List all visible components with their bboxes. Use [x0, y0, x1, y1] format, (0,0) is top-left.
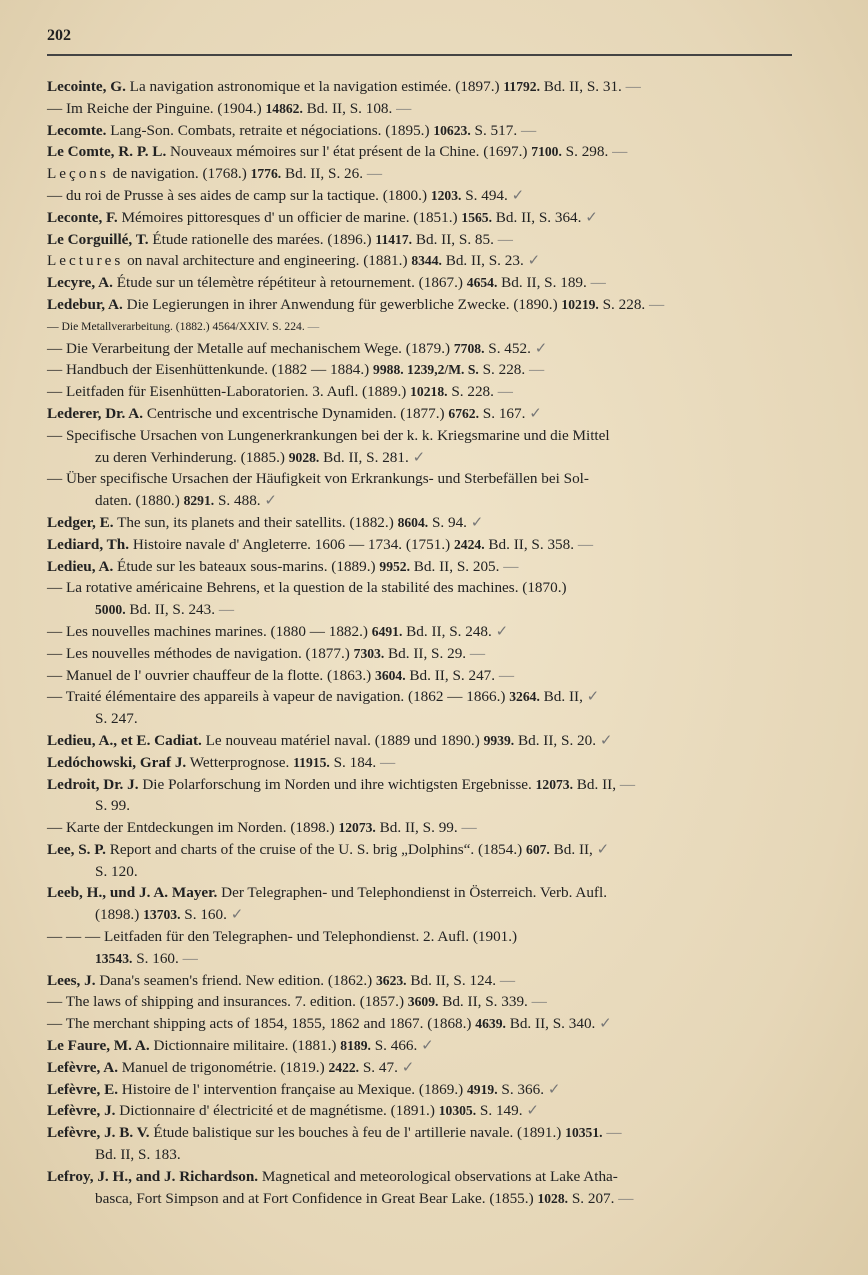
- entry-dash: —: [47, 426, 63, 444]
- entry-dash: —: [47, 339, 63, 357]
- entry-author: Le Faure, M. A.: [47, 1037, 150, 1055]
- entry-title: Histoire de l' intervention française au Mexique. (1869.): [121, 1080, 464, 1098]
- entry-mark: ✓: [495, 622, 509, 640]
- entry-mark: —: [649, 295, 665, 313]
- entry-title: Leitfaden für Eisenhütten-Laboratorien. 3. Aufl. (1889.): [65, 383, 407, 401]
- entry-author: Lediard, Th.: [47, 535, 130, 553]
- entry-mark: —: [529, 361, 545, 379]
- catalog-entry: [47, 1057, 792, 1079]
- entry-title: Manuel de l' ouvrier chauffeur de la flotte. (1863.): [65, 666, 372, 684]
- entry-mark: ✓: [511, 186, 525, 204]
- entry-reference: S. 160.: [136, 949, 179, 967]
- entry-reference: S. 207.: [571, 1189, 615, 1207]
- entry-title: Dictionnaire d' électricité et de magnétisme. (1891.): [119, 1102, 435, 1120]
- entry-number: 8344.: [411, 253, 442, 269]
- entry-dash: — — —: [47, 928, 101, 946]
- entry-title: Die Legierungen in ihrer Anwendung für gewerbliche Zwecke. (1890.): [126, 295, 558, 313]
- entry-number: 9939.: [483, 732, 515, 748]
- entry-author: Lefèvre, E.: [47, 1080, 118, 1098]
- entry-title: Der Telegraphen- und Telephondienst in Österreich. Verb. Aufl.: [221, 884, 607, 902]
- entry-reference: S. 366.: [501, 1080, 545, 1098]
- entry-author: Leconte, F.: [47, 208, 118, 226]
- entry-mark: ✓: [526, 1102, 540, 1120]
- entry-dash: —: [47, 383, 63, 401]
- entry-keyword: Leçons: [47, 165, 109, 183]
- entry-mark: ✓: [599, 731, 613, 749]
- entry-number: 12073.: [338, 820, 376, 836]
- entry-reference: S. 228.: [602, 295, 646, 313]
- entry-title: Die Verarbeitung der Metalle auf mechanischem Wege. (1879.): [65, 339, 451, 357]
- entry-title: Le nouveau matériel naval. (1889 und 1890.): [205, 731, 480, 749]
- entry-mark: ✓: [586, 688, 600, 706]
- entry-number: 1028.: [537, 1190, 569, 1206]
- header-rule: [47, 54, 792, 56]
- catalog-entry: [47, 468, 792, 490]
- entry-reference: S. 228.: [482, 361, 526, 379]
- entry-title: Lang-Son. Combats, retraite et négociations. (1895.): [110, 121, 430, 139]
- entry-author: Lee, S. P.: [47, 840, 106, 858]
- entry-title: La rotative américaine Behrens, et la question de la stabilité des machines. (1870.): [65, 579, 567, 597]
- entry-title: zu deren Verhinderung. (1885.): [95, 448, 285, 466]
- entry-number: 1776.: [250, 166, 282, 182]
- entry-number: 1565.: [461, 209, 492, 225]
- entry-title: Manuel de trigonométrie. (1819.): [121, 1058, 325, 1076]
- catalog-entry: [47, 98, 792, 120]
- entry-reference: Bd. II, S. 183.: [95, 1146, 181, 1164]
- entry-mark: —: [469, 644, 486, 662]
- catalog-entry: [47, 403, 792, 425]
- entry-title: The merchant shipping acts of 1854, 1855, 1862 and 1867. (1868.): [65, 1015, 472, 1033]
- entry-number: 3604.: [375, 667, 406, 683]
- entry-title: Mémoires pittoresques d' un officier de marine. (1851.): [121, 208, 458, 226]
- entry-number: 11792.: [503, 79, 540, 94]
- entry-title: Die Polarforschung im Norden und ihre wichtigsten Ergebnisse.: [142, 775, 532, 793]
- entry-title: daten. (1880.): [95, 492, 180, 510]
- catalog-entries: [47, 76, 792, 1209]
- entry-continuation: [47, 861, 792, 883]
- catalog-entry: [47, 621, 792, 643]
- entry-title: Die Metallverarbeitung. (1882.) 4564/XXIV. S. 224.: [61, 319, 305, 333]
- entry-number: 14862.: [265, 100, 303, 116]
- entry-mark: ✓: [230, 906, 244, 924]
- entry-author: Lefèvre, J. B. V.: [47, 1124, 150, 1142]
- entry-mark: ✓: [527, 252, 541, 270]
- entry-dash: —: [47, 993, 63, 1011]
- entry-title: Im Reiche der Pinguine. (1904.): [65, 99, 262, 117]
- entry-dash: —: [47, 361, 63, 379]
- entry-title: Dana's seamen's friend. New edition. (1862.): [99, 971, 373, 989]
- entry-dash: —: [47, 579, 63, 597]
- entry-reference: Bd. II, S. 124.: [410, 971, 497, 989]
- entry-title: Les nouvelles machines marines. (1880 — 1882.): [65, 622, 368, 640]
- catalog-entry: [47, 686, 792, 708]
- entry-number: 4639.: [475, 1016, 506, 1032]
- catalog-entry: [47, 141, 792, 163]
- entry-title: Wetterprognose.: [189, 753, 290, 771]
- entry-title: Report and charts of the cruise of the U. S. brig „Dolphins“. (1854.): [109, 840, 523, 858]
- entry-reference: Bd. II, S. 339.: [442, 993, 528, 1011]
- entry-number: 5000.: [95, 602, 126, 618]
- entry-number: 607.: [526, 841, 550, 857]
- entry-mark: —: [520, 121, 537, 139]
- entry-mark: ✓: [547, 1080, 561, 1098]
- entry-reference: Bd. II,: [553, 840, 593, 858]
- catalog-entry: [47, 338, 792, 360]
- entry-number: 4654.: [466, 275, 498, 291]
- entry-mark: —: [307, 319, 320, 333]
- catalog-entry: [47, 1122, 792, 1144]
- catalog-entry: [47, 359, 792, 381]
- entry-reference: Bd. II, S. 358.: [488, 535, 575, 553]
- entry-continuation: [47, 447, 792, 469]
- catalog-entry: [47, 76, 792, 98]
- catalog-entry: [47, 817, 792, 839]
- entry-continuation: [47, 795, 792, 817]
- entry-title: Leitfaden für den Telegraphen- und Telephondienst. 2. Aufl. (1901.): [103, 928, 518, 946]
- entry-mark: ✓: [585, 208, 598, 226]
- entry-number: 3609.: [407, 994, 439, 1010]
- entry-continuation: [47, 948, 792, 970]
- entry-author: Lederer, Dr. A.: [47, 404, 144, 422]
- catalog-entry: [47, 250, 792, 272]
- catalog-entry: [47, 163, 792, 185]
- entry-dash: —: [47, 666, 63, 684]
- entry-title: Karte der Entdeckungen im Norden. (1898.): [65, 819, 335, 837]
- entry-author: Ledóchowski, Graf J.: [47, 753, 187, 771]
- entry-title: basca, Fort Simpson and at Fort Confidence in Great Bear Lake. (1855.): [95, 1189, 534, 1207]
- entry-reference: S. 452.: [488, 339, 531, 357]
- entry-mark: —: [218, 601, 235, 619]
- entry-author: Ledroit, Dr. J.: [47, 775, 139, 793]
- catalog-entry: [47, 926, 792, 948]
- entry-dash: —: [47, 470, 63, 488]
- catalog-entry: [47, 556, 792, 578]
- entry-author: Lefèvre, J.: [47, 1102, 116, 1120]
- entry-reference: Bd. II, S. 31.: [543, 78, 622, 95]
- entry-title: Centrische und excentrische Dynamiden. (1877.): [146, 404, 445, 422]
- entry-reference: Bd. II, S. 243.: [129, 601, 216, 619]
- entry-continuation: [47, 1188, 792, 1210]
- entry-title: Étude balistique sur les bouches à feu de l' artillerie navale. (1891.): [153, 1124, 562, 1142]
- catalog-entry: [47, 1079, 792, 1101]
- entry-title: Specifische Ursachen von Lungenerkrankungen bei der k. k. Kriegsmarine und die Mittel: [65, 426, 610, 444]
- entry-number: 9988. 1239,2/M. S.: [373, 362, 479, 378]
- catalog-entry: [47, 1100, 792, 1122]
- catalog-entry: [47, 229, 792, 251]
- entry-continuation: [47, 599, 792, 621]
- entry-number: 8604.: [397, 514, 429, 530]
- entry-number: 10218.: [410, 384, 448, 400]
- entry-reference: S. 99.: [95, 797, 131, 815]
- entry-reference: Bd. II, S. 99.: [379, 819, 458, 837]
- entry-title: Étude sur un télemètre répétiteur à retournement. (1867.): [116, 274, 463, 292]
- entry-reference: S. 228.: [451, 383, 494, 401]
- entry-mark: —: [612, 143, 628, 161]
- entry-title: The laws of shipping and insurances. 7. edition. (1857.): [65, 993, 404, 1011]
- entry-mark: —: [366, 165, 383, 183]
- entry-title: Les nouvelles méthodes de navigation. (1877.): [65, 644, 350, 662]
- catalog-entry: [47, 1013, 792, 1035]
- entry-title: Histoire navale d' Angleterre. 1606 — 1734. (1751.): [132, 535, 451, 553]
- entry-number: 12073.: [535, 776, 573, 792]
- entry-number: 11417.: [375, 231, 413, 247]
- entry-author: Lefroy, J. H., and J. Richardson.: [47, 1167, 259, 1185]
- entry-mark: —: [619, 775, 636, 793]
- entry-mark: —: [497, 383, 513, 401]
- entry-reference: Bd. II, S. 26.: [284, 165, 364, 183]
- entry-reference: Bd. II, S. 108.: [306, 99, 393, 117]
- entry-reference: S. 247.: [95, 710, 138, 728]
- entry-number: 9952.: [379, 558, 410, 574]
- entry-author: Le Comte, R. P. L.: [47, 143, 167, 161]
- entry-title: Magnetical and meteorological observations at Lake Atha-: [261, 1167, 618, 1185]
- entry-reference: S. 184.: [333, 753, 377, 771]
- entry-number: 1203.: [430, 187, 462, 203]
- entry-title: La navigation astronomique et la navigation estimée. (1897.): [129, 78, 500, 95]
- entry-number: 10305.: [438, 1103, 477, 1119]
- entry-title: Étude rationelle des marées. (1896.): [152, 230, 372, 248]
- catalog-entry: [47, 294, 792, 316]
- entry-reference: Bd. II, S. 23.: [445, 252, 524, 270]
- entry-dash: —: [47, 186, 63, 204]
- entry-number: 3623.: [375, 972, 407, 988]
- catalog-entry: [47, 1035, 792, 1057]
- catalog-entry: [47, 425, 792, 447]
- catalog-entry: [47, 752, 792, 774]
- entry-author: Lecomte.: [47, 121, 107, 139]
- entry-reference: Bd. II, S. 340.: [509, 1015, 596, 1033]
- entry-reference: Bd. II, S. 247.: [409, 666, 496, 684]
- entry-continuation: [47, 904, 792, 926]
- catalog-entry: [47, 1166, 792, 1188]
- entry-author: Le Corguillé, T.: [47, 230, 149, 248]
- entry-reference: S. 120.: [95, 862, 138, 880]
- catalog-entry: [47, 774, 792, 796]
- page-number: 202: [47, 27, 71, 44]
- entry-dash: —: [47, 622, 63, 640]
- entry-number: 2424.: [454, 536, 485, 552]
- entry-reference: Bd. II, S. 281.: [323, 448, 409, 466]
- entry-mark: —: [396, 99, 412, 117]
- entry-title: Étude sur les bateaux sous-marins. (1889.): [117, 557, 376, 575]
- entry-author: Ledieu, A.: [47, 557, 114, 575]
- catalog-entry: [47, 207, 792, 229]
- catalog-entry: [47, 991, 792, 1013]
- entry-author: Lefèvre, A.: [47, 1058, 118, 1076]
- entry-title: Über specifische Ursachen der Häufigkeit von Erkrankungs- und Sterbefällen bei Sol-: [65, 470, 589, 488]
- entry-mark: ✓: [529, 404, 542, 422]
- catalog-entry: [47, 730, 792, 752]
- entry-number: 11915.: [293, 754, 330, 770]
- entry-dash: —: [47, 1015, 63, 1033]
- entry-number: 13543.: [95, 950, 133, 966]
- entry-reference: Bd. II, S. 364.: [495, 208, 582, 226]
- entry-mark: —: [499, 971, 516, 989]
- entry-author: Lecyre, A.: [47, 274, 113, 292]
- entry-title: The sun, its planets and their satellits. (1882.): [117, 513, 394, 531]
- entry-number: 2422.: [328, 1059, 360, 1075]
- entry-number: 10351.: [565, 1125, 603, 1141]
- entry-dash: —: [47, 99, 63, 117]
- entry-dash: —: [47, 688, 63, 706]
- entry-mark: —: [461, 819, 477, 837]
- entry-number: 6491.: [371, 623, 403, 639]
- entry-reference: S. 160.: [184, 906, 227, 924]
- entry-mark: ✓: [401, 1058, 415, 1076]
- entry-continuation: [47, 708, 792, 730]
- entry-number: 3264.: [509, 689, 540, 705]
- entry-continuation: [47, 1144, 792, 1166]
- entry-title: de navigation. (1768.): [112, 165, 247, 183]
- entry-dash: —: [47, 644, 63, 662]
- entry-continuation: [47, 490, 792, 512]
- entry-reference: S. 488.: [217, 492, 261, 510]
- entry-mark: ✓: [421, 1037, 434, 1055]
- entry-reference: S. 494.: [465, 186, 508, 204]
- entry-mark: —: [182, 949, 198, 967]
- entry-title: Traité élémentaire des appareils à vapeur de navigation. (1862 — 1866.): [65, 688, 506, 706]
- entry-mark: ✓: [596, 840, 610, 858]
- entry-mark: —: [590, 274, 606, 292]
- entry-mark: —: [577, 535, 594, 553]
- entry-title: du roi de Prusse à ses aides de camp sur la tactique. (1800.): [65, 186, 428, 204]
- entry-reference: Bd. II, S. 85.: [415, 230, 494, 248]
- entry-number: 7708.: [453, 340, 485, 356]
- entry-mark: ✓: [264, 492, 278, 510]
- entry-author: Leeb, H., und J. A. Mayer.: [47, 884, 218, 902]
- catalog-entry: [47, 882, 792, 904]
- entry-author: Lecointe, G.: [47, 78, 126, 95]
- entry-author: Ledebur, A.: [47, 295, 123, 313]
- entry-reference: Bd. II,: [543, 688, 583, 706]
- entry-reference: S. 47.: [362, 1058, 398, 1076]
- catalog-entry: [47, 534, 792, 556]
- catalog-entry: [47, 512, 792, 534]
- entry-title: Handbuch der Eisenhüttenkunde. (1882 — 1884.): [65, 361, 370, 379]
- entry-keyword: Lectures: [47, 252, 124, 270]
- catalog-entry: [47, 577, 792, 599]
- entry-reference: Bd. II, S. 205.: [413, 557, 500, 575]
- entry-title: (1898.): [95, 906, 140, 924]
- entry-author: Ledieu, A., et E. Cadiat.: [47, 731, 202, 749]
- entry-number: 4919.: [467, 1081, 498, 1097]
- entry-mark: —: [531, 993, 547, 1011]
- catalog-entry: [47, 272, 792, 294]
- entry-reference: Bd. II,: [576, 775, 617, 793]
- entry-number: 10623.: [433, 122, 471, 138]
- entry-author: Ledger, E.: [47, 513, 114, 531]
- entry-title: on naval architecture and engineering. (1881.): [127, 252, 408, 270]
- entry-number: 10219.: [561, 296, 599, 312]
- catalog-entry: [47, 665, 792, 687]
- entry-title: Nouveaux mémoires sur l' état présent de la Chine. (1697.): [170, 143, 528, 161]
- entry-reference: Bd. II, S. 248.: [406, 622, 492, 640]
- entry-reference: S. 167.: [482, 404, 526, 422]
- entry-reference: S. 94.: [431, 513, 467, 531]
- entry-mark: —: [498, 666, 515, 684]
- entry-number: 7100.: [531, 144, 562, 160]
- catalog-entry: [47, 185, 792, 207]
- entry-mark: —: [503, 557, 519, 575]
- entry-reference: S. 149.: [479, 1102, 523, 1120]
- entry-mark: —: [380, 753, 396, 771]
- entry-mark: ✓: [412, 448, 426, 466]
- entry-mark: —: [625, 78, 641, 95]
- entry-title: Dictionnaire militaire. (1881.): [153, 1037, 337, 1055]
- entry-number: 8189.: [340, 1038, 371, 1054]
- entry-reference: S. 517.: [474, 121, 518, 139]
- entry-number: 6762.: [448, 405, 479, 421]
- catalog-entry: [47, 643, 792, 665]
- entry-mark: —: [618, 1189, 634, 1207]
- catalog-entry: [47, 381, 792, 403]
- catalog-entry: [47, 970, 792, 992]
- entry-reference: Bd. II, S. 189.: [501, 274, 587, 292]
- entry-reference: Bd. II, S. 29.: [388, 644, 467, 662]
- entry-number: 8291.: [183, 493, 215, 509]
- entry-author: Lees, J.: [47, 971, 96, 989]
- entry-number: 13703.: [143, 907, 181, 923]
- catalog-entry: [47, 120, 792, 142]
- entry-number: 9028.: [288, 449, 320, 465]
- entry-dash: —: [47, 319, 59, 333]
- catalog-entry: [47, 839, 792, 861]
- entry-reference: S. 466.: [374, 1037, 418, 1055]
- entry-number: 7303.: [353, 645, 385, 661]
- entry-mark: ✓: [534, 339, 548, 357]
- entry-reference: S. 298.: [565, 143, 609, 161]
- entry-mark: ✓: [470, 513, 484, 531]
- entry-dash: —: [47, 819, 63, 837]
- entry-mark: —: [606, 1124, 622, 1142]
- entry-reference: Bd. II, S. 20.: [517, 731, 597, 749]
- entry-mark: ✓: [599, 1015, 612, 1033]
- catalog-entry: [47, 316, 792, 338]
- entry-mark: —: [497, 230, 513, 248]
